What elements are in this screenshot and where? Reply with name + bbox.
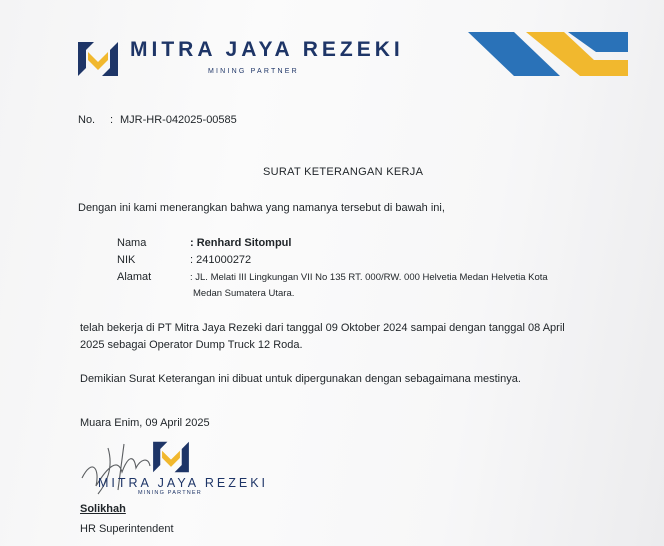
signatory-name: Solikhah: [80, 503, 126, 515]
nik-label: NIK: [117, 254, 136, 266]
stamp-company-tagline: MINING PARTNER: [138, 490, 202, 496]
body-line-2: 2025 sebagai Operator Dump Truck 12 Roda.: [80, 339, 303, 351]
letter-number-colon: :: [110, 114, 114, 126]
address-line-1: : JL. Melati III Lingkungan VII No 135 RT. 000/RW. 000 Helvetia Medan Helvetia Kota: [190, 272, 548, 283]
address-line-2: Medan Sumatera Utara.: [193, 288, 295, 299]
closing-text: Demikian Surat Keterangan ini dibuat untuk dipergunakan dengan sebagaimana mestinya.: [80, 373, 521, 385]
place-date: Muara Enim, 09 April 2025: [80, 417, 210, 429]
name-value: : Renhard Sitompul: [190, 237, 292, 249]
address-label: Alamat: [117, 271, 152, 283]
name-label: Nama: [117, 237, 147, 249]
intro-text: Dengan ini kami menerangkan bahwa yang namanya tersebut di bawah ini,: [78, 202, 445, 214]
letter-number-value: MJR-HR-042025-00585: [120, 114, 237, 126]
letter-number-label: No.: [78, 114, 96, 126]
signatory-position: HR Superintendent: [80, 523, 174, 535]
decorative-stripes: [468, 30, 628, 80]
company-tagline: MINING PARTNER: [208, 68, 299, 75]
stamp-company-name: MITRA JAYA REZEKI: [98, 476, 269, 490]
nik-value: : 241000272: [190, 254, 252, 266]
stamp-logo-icon: [151, 440, 191, 474]
letter-title: SURAT KETERANGAN KERJA: [263, 166, 424, 178]
body-line-1: telah bekerja di PT Mitra Jaya Rezeki dari tanggal 09 Oktober 2024 sampai dengan tanggal 08 April: [80, 322, 565, 334]
company-logo-icon: [76, 40, 120, 78]
company-name: MITRA JAYA REZEKI: [130, 38, 404, 61]
